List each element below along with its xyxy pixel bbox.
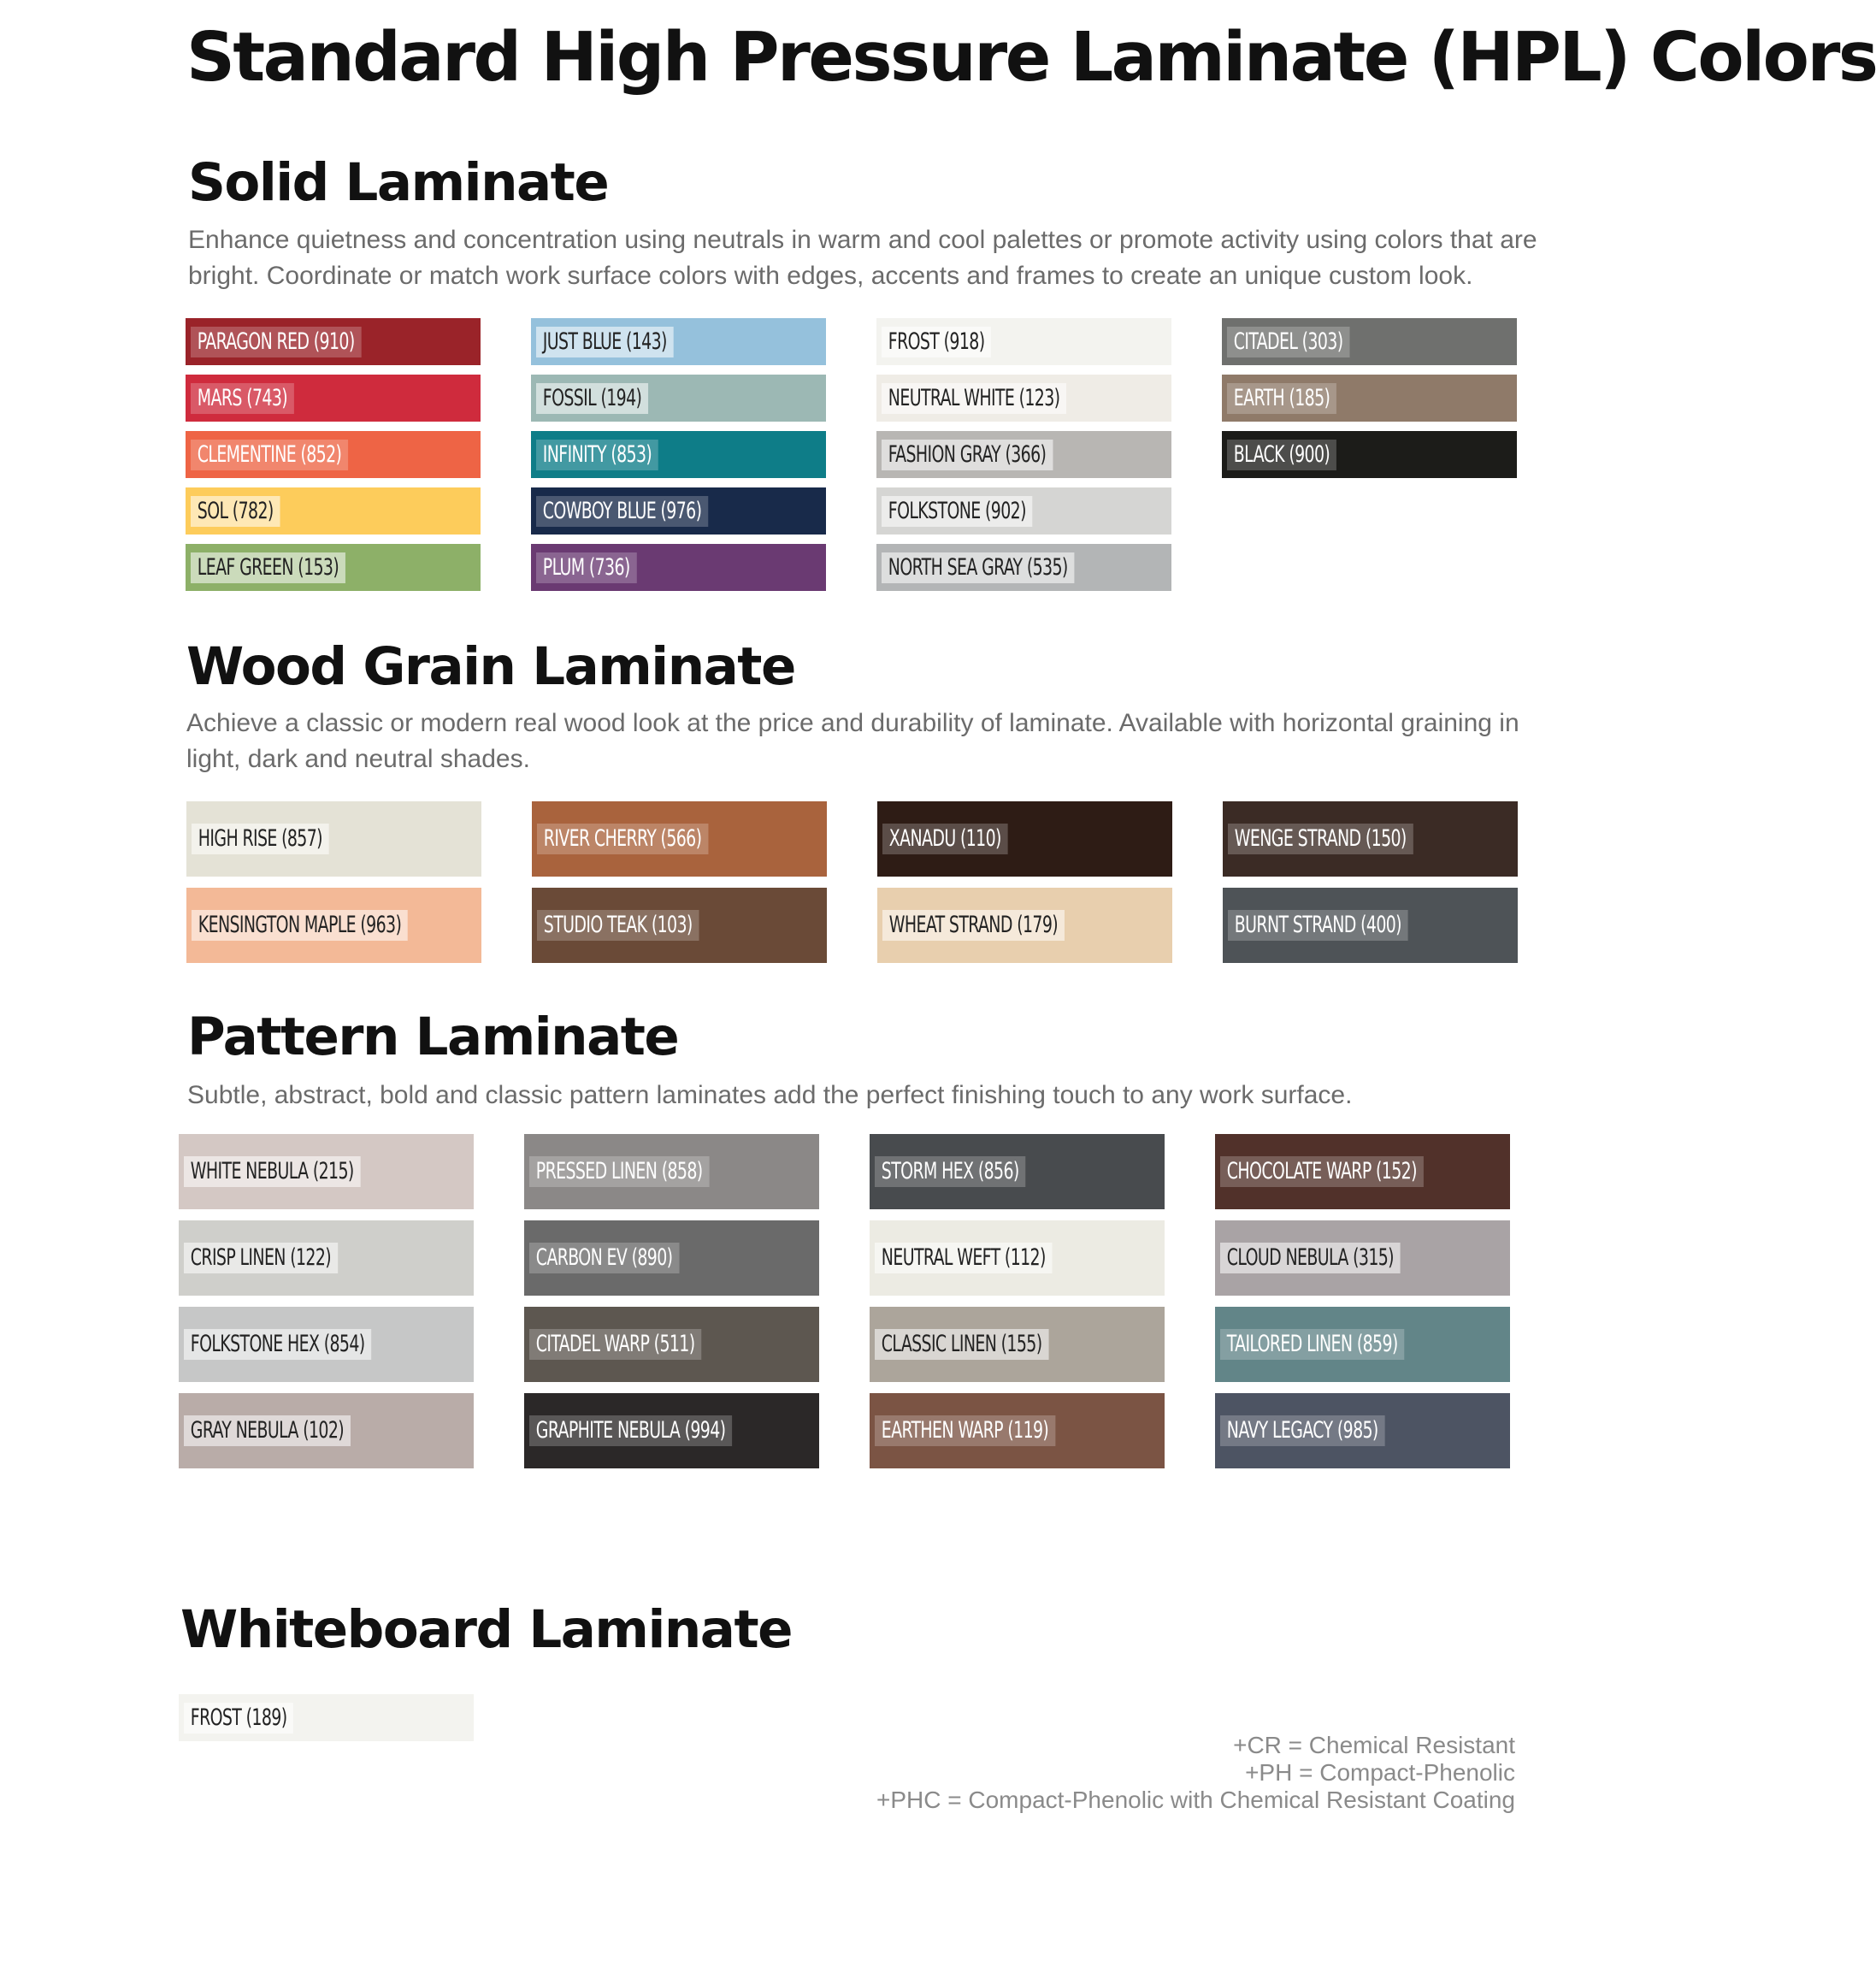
swatch-label: SOL (782) bbox=[191, 496, 280, 527]
swatch-navy-legacy-985 bbox=[1215, 1393, 1510, 1468]
swatch-leaf-green-153 bbox=[186, 544, 481, 591]
swatch-tailored-linen-859 bbox=[1215, 1307, 1510, 1382]
swatch-burnt-strand-400 bbox=[1223, 888, 1518, 963]
solid-laminate-heading: Solid Laminate bbox=[188, 152, 609, 213]
swatch-chocolate-warp-152 bbox=[1215, 1134, 1510, 1209]
swatch-label: MARS (743) bbox=[191, 383, 294, 414]
swatch-fashion-gray-366 bbox=[876, 431, 1171, 478]
swatch-label: FOLKSTONE HEX (854) bbox=[184, 1329, 371, 1360]
swatch-graphite-nebula-994 bbox=[524, 1393, 819, 1468]
swatch-neutral-white-123 bbox=[876, 375, 1171, 422]
swatch-label: INFINITY (853) bbox=[536, 440, 658, 470]
swatch-label: KENSINGTON MAPLE (963) bbox=[192, 910, 408, 941]
swatch-frost-918 bbox=[876, 318, 1171, 365]
swatch-north-sea-gray-535 bbox=[876, 544, 1171, 591]
legend-cr: +CR = Chemical Resistant bbox=[1233, 1732, 1515, 1758]
swatch-label: FOSSIL (194) bbox=[536, 383, 648, 414]
solid-laminate-description: Enhance quietness and concentration using neutrals in warm and cool palettes or promote activity using colors that are bright. Coordinate or match work surface colors with edges, accents and frames to create an unique custom look. bbox=[188, 226, 1537, 290]
swatch-label: BURNT STRAND (400) bbox=[1228, 910, 1408, 941]
swatch-studio-teak-103 bbox=[532, 888, 827, 963]
swatch-label: COWBOY BLUE (976) bbox=[536, 496, 708, 527]
swatch-earthen-warp-119 bbox=[870, 1393, 1165, 1468]
pattern-laminate-description: Subtle, abstract, bold and classic pattern laminates add the perfect finishing touch to any work surface. bbox=[187, 1081, 1353, 1109]
swatch-label: FOLKSTONE (902) bbox=[882, 496, 1033, 527]
swatch-black-900 bbox=[1222, 431, 1517, 478]
swatch-wenge-strand-150 bbox=[1223, 801, 1518, 877]
swatch-label: RIVER CHERRY (566) bbox=[537, 824, 708, 854]
swatch-label: WENGE STRAND (150) bbox=[1228, 824, 1413, 854]
swatch-xanadu-110 bbox=[877, 801, 1172, 877]
swatch-citadel-303 bbox=[1222, 318, 1517, 365]
swatch-label: BLACK (900) bbox=[1227, 440, 1336, 470]
swatch-citadel-warp-511 bbox=[524, 1307, 819, 1382]
swatch-mars-743 bbox=[186, 375, 481, 422]
legend-phc: +PHC = Compact-Phenolic with Chemical Resistant Coating bbox=[876, 1787, 1515, 1813]
swatch-wheat-strand-179 bbox=[877, 888, 1172, 963]
swatch-label: PRESSED LINEN (858) bbox=[529, 1156, 709, 1187]
swatch-earth-185 bbox=[1222, 375, 1517, 422]
swatch-label: TAILORED LINEN (859) bbox=[1220, 1329, 1404, 1360]
swatch-label: PLUM (736) bbox=[536, 552, 636, 583]
swatch-label: XANADU (110) bbox=[882, 824, 1008, 854]
swatch-label: CITADEL WARP (511) bbox=[529, 1329, 701, 1360]
swatch-sol-782 bbox=[186, 487, 481, 535]
swatch-classic-linen-155 bbox=[870, 1307, 1165, 1382]
swatch-label: PARAGON RED (910) bbox=[191, 327, 361, 357]
swatch-label: CRISP LINEN (122) bbox=[184, 1243, 338, 1273]
swatch-label: WHEAT STRAND (179) bbox=[882, 910, 1065, 941]
swatch-crisp-linen-122 bbox=[179, 1220, 474, 1296]
pattern-laminate-heading: Pattern Laminate bbox=[187, 1007, 679, 1067]
swatch-label: CLASSIC LINEN (155) bbox=[875, 1329, 1048, 1360]
swatch-label: EARTHEN WARP (119) bbox=[875, 1415, 1055, 1446]
swatch-label: EARTH (185) bbox=[1227, 383, 1336, 414]
swatch-label: CLEMENTINE (852) bbox=[191, 440, 348, 470]
swatch-label: STORM HEX (856) bbox=[875, 1156, 1025, 1187]
swatch-river-cherry-566 bbox=[532, 801, 827, 877]
swatch-label: FROST (918) bbox=[882, 327, 991, 357]
swatch-folkstone-902 bbox=[876, 487, 1171, 535]
swatch-fossil-194 bbox=[531, 375, 826, 422]
swatch-high-rise-857 bbox=[186, 801, 481, 877]
swatch-label: GRAPHITE NEBULA (994) bbox=[529, 1415, 732, 1446]
swatch-label: STUDIO TEAK (103) bbox=[537, 910, 699, 941]
coating-legend bbox=[876, 1732, 1515, 1814]
swatch-label: HIGH RISE (857) bbox=[192, 824, 329, 854]
swatch-storm-hex-856 bbox=[870, 1134, 1165, 1209]
swatch-label: NEUTRAL WHITE (123) bbox=[882, 383, 1066, 414]
wood-grain-laminate-description: Achieve a classic or modern real wood look at the price and durability of laminate. Available with horizontal graining in light, dark and neutral shades. bbox=[186, 709, 1519, 773]
swatch-carbon-ev-890 bbox=[524, 1220, 819, 1296]
wood-swatch-grid bbox=[186, 801, 1518, 963]
legend-ph: +PH = Compact-Phenolic bbox=[1245, 1759, 1515, 1786]
swatch-label: JUST BLUE (143) bbox=[536, 327, 674, 357]
wood-grain-laminate-heading: Wood Grain Laminate bbox=[186, 636, 795, 697]
swatch-label: CLOUD NEBULA (315) bbox=[1220, 1243, 1401, 1273]
swatch-cowboy-blue-976 bbox=[531, 487, 826, 535]
swatch-folkstone-hex-854 bbox=[179, 1307, 474, 1382]
swatch-plum-736 bbox=[531, 544, 826, 591]
swatch-pressed-linen-858 bbox=[524, 1134, 819, 1209]
solid-swatch-grid bbox=[186, 318, 1517, 591]
swatch-label: NORTH SEA GRAY (535) bbox=[882, 552, 1074, 583]
swatch-frost-189 bbox=[179, 1694, 474, 1741]
swatch-white-nebula-215 bbox=[179, 1134, 474, 1209]
swatch-infinity-853 bbox=[531, 431, 826, 478]
swatch-label: CITADEL (303) bbox=[1227, 327, 1349, 357]
swatch-label: CHOCOLATE WARP (152) bbox=[1220, 1156, 1424, 1187]
swatch-cloud-nebula-315 bbox=[1215, 1220, 1510, 1296]
pattern-swatch-grid bbox=[179, 1134, 1510, 1468]
page-title: Standard High Pressure Laminate (HPL) Colors bbox=[186, 18, 1876, 97]
swatch-label: FASHION GRAY (366) bbox=[882, 440, 1053, 470]
swatch-kensington-maple-963 bbox=[186, 888, 481, 963]
swatch-label: CARBON EV (890) bbox=[529, 1243, 679, 1273]
swatch-neutral-weft-112 bbox=[870, 1220, 1165, 1296]
swatch-label: LEAF GREEN (153) bbox=[191, 552, 345, 583]
swatch-paragon-red-910 bbox=[186, 318, 481, 365]
swatch-label: FROST (189) bbox=[184, 1703, 293, 1734]
swatch-label: NEUTRAL WEFT (112) bbox=[875, 1243, 1053, 1273]
swatch-just-blue-143 bbox=[531, 318, 826, 365]
swatch-label: WHITE NEBULA (215) bbox=[184, 1156, 360, 1187]
swatch-gray-nebula-102 bbox=[179, 1393, 474, 1468]
swatch-clementine-852 bbox=[186, 431, 481, 478]
swatch-label: GRAY NEBULA (102) bbox=[184, 1415, 351, 1446]
whiteboard-laminate-heading: Whiteboard Laminate bbox=[180, 1599, 792, 1660]
swatch-label: NAVY LEGACY (985) bbox=[1220, 1415, 1385, 1446]
